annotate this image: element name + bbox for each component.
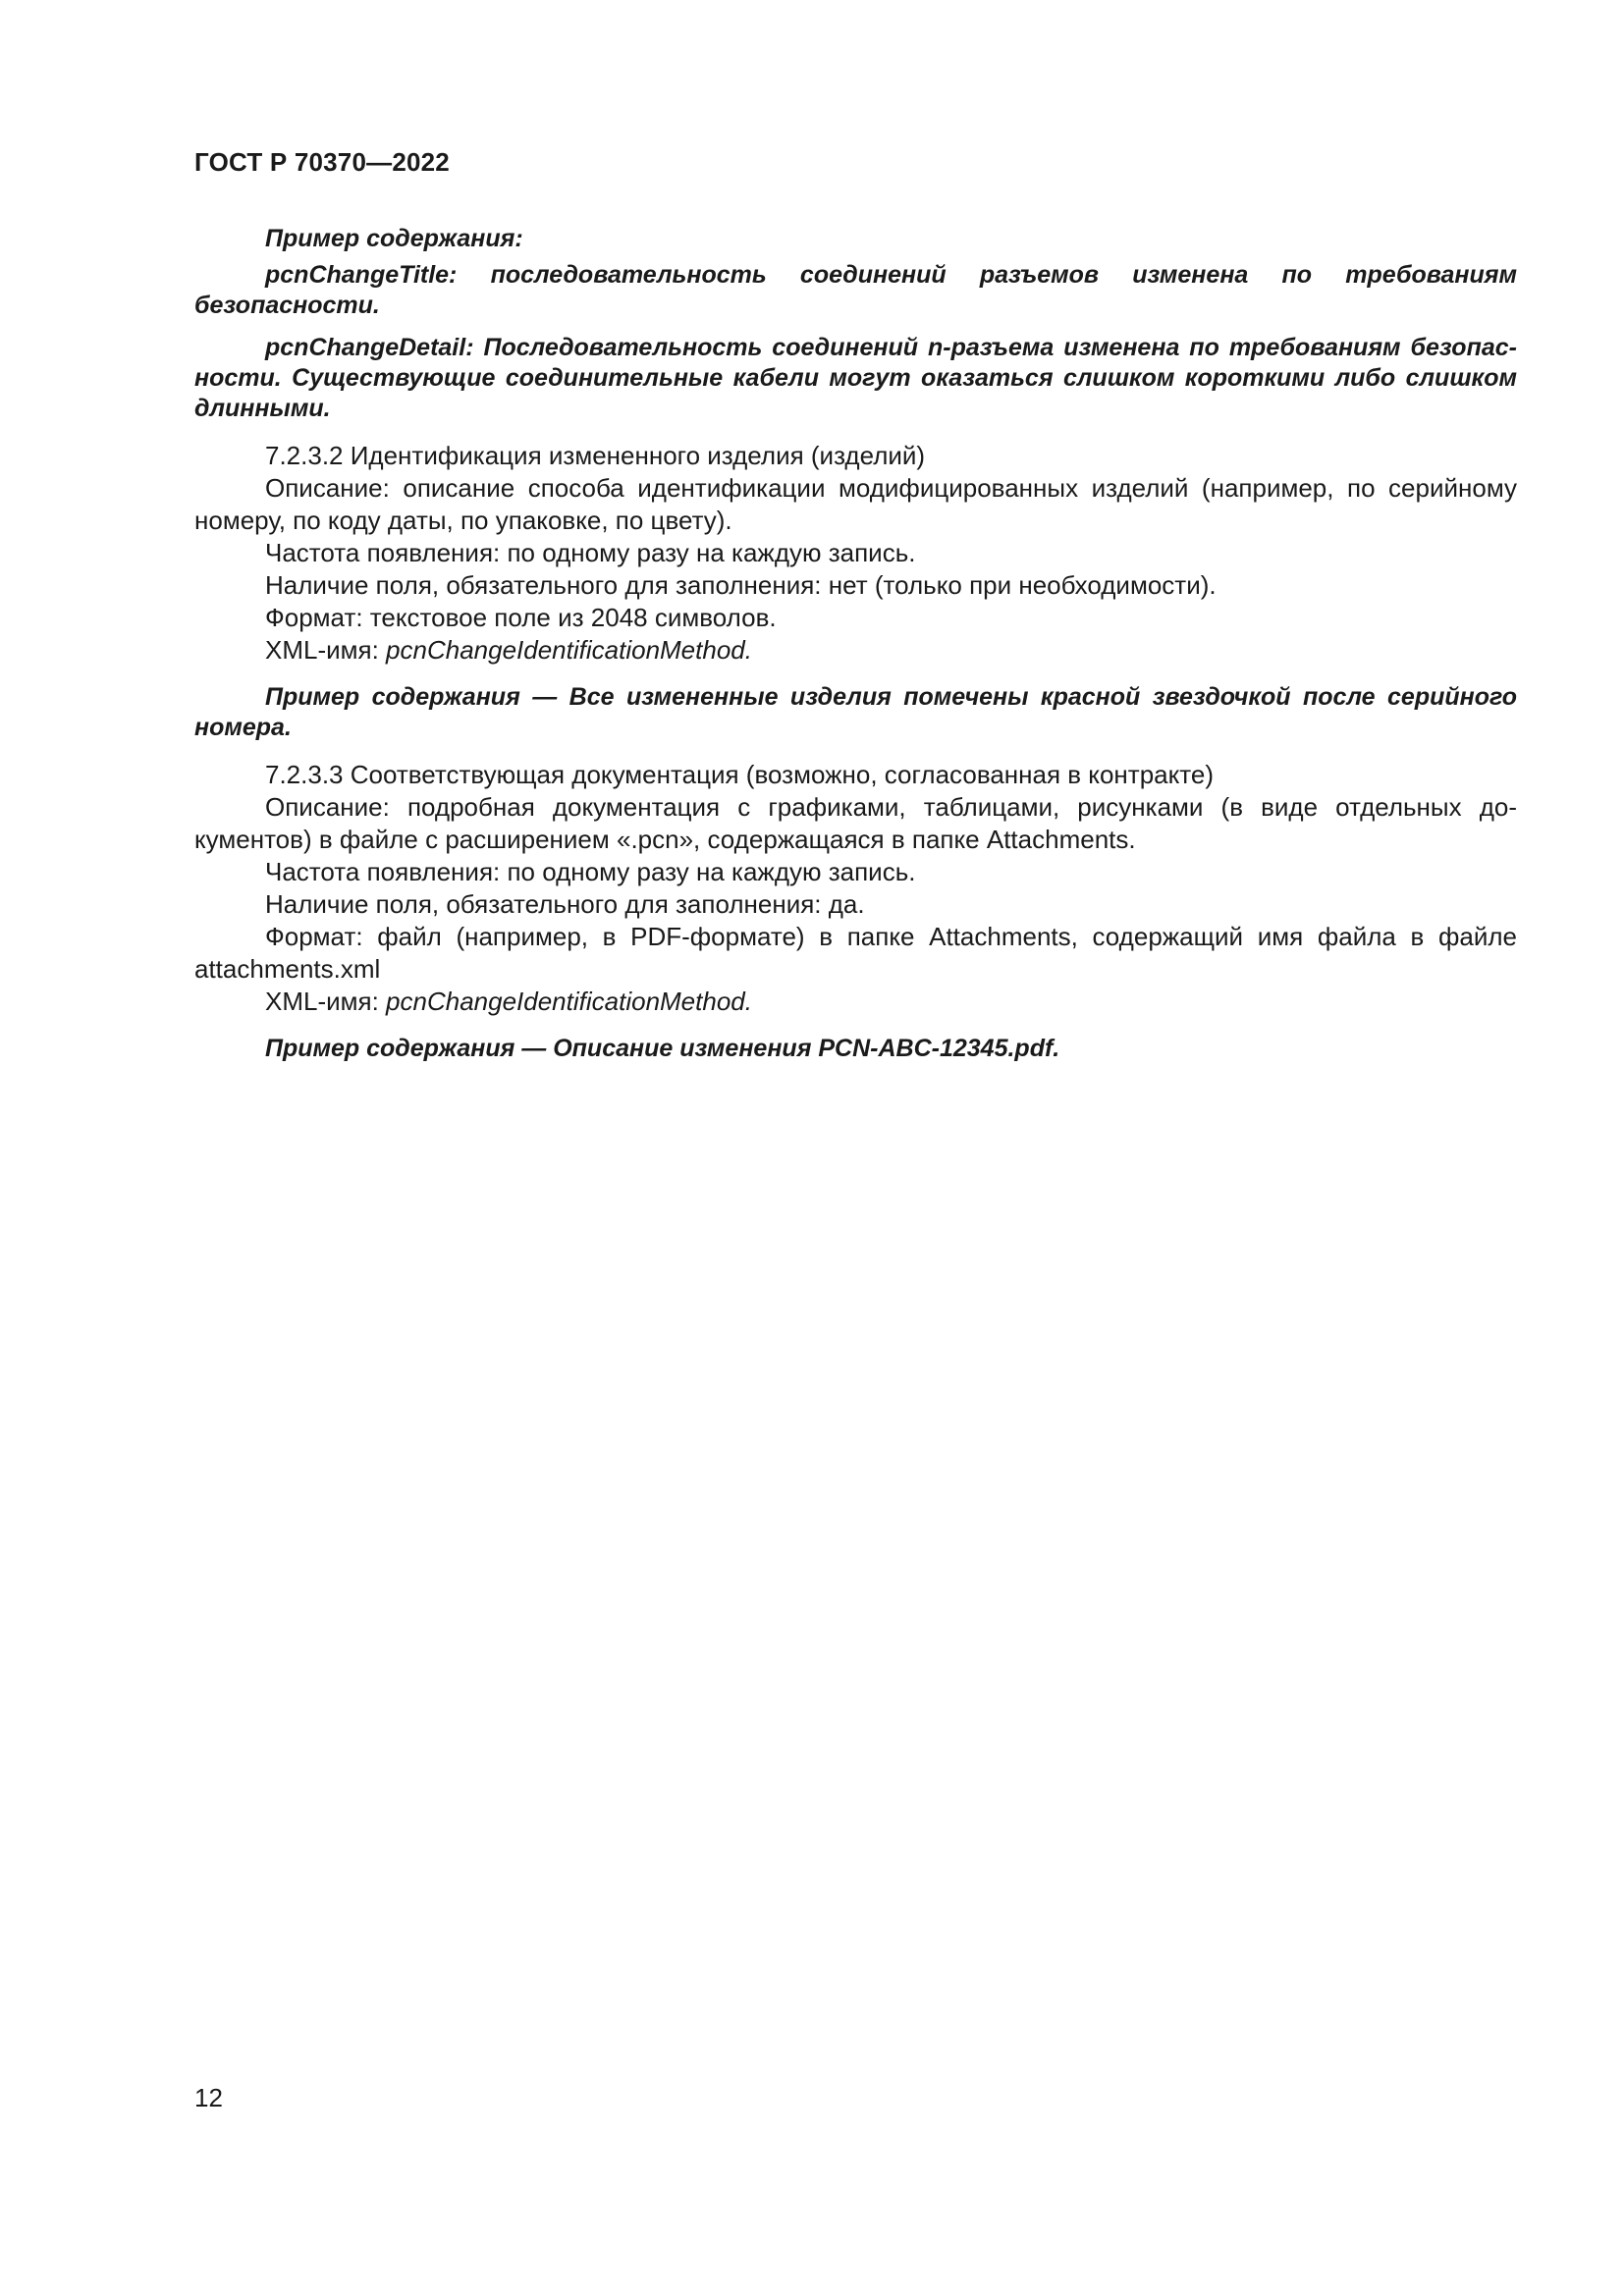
section-7232-format: Формат: текстовое поле из 2048 символов. <box>265 603 777 632</box>
example-title-line: pcnChangeTitle: последовательность соединений разъемов изменена по требованиям безопасности. <box>194 261 1517 319</box>
section-7233-example: Пример содержания — Описание изменения PCN-ABC-12345.pdf. <box>265 1035 1060 1062</box>
section-7233-heading: 7.2.3.3 Соответствующая документация (возможно, согласованная в контракте) <box>265 760 1215 789</box>
example-heading: Пример содержания: <box>265 225 523 252</box>
section-7232-xml-name <box>194 634 1517 667</box>
document-header: ГОСТ Р 70370—2022 <box>194 147 450 177</box>
section-7233-description: Описание: подробная документация с графиками, таблицами, рисунками (в виде отдельных документов) в файле с расширением «.pcn», содержащаяся в папке Attachments. <box>194 792 1517 854</box>
section-7233-mandatory: Наличие поля, обязательного для заполнения: да. <box>265 889 865 919</box>
section-7233-frequency: Частота появления: по одному разу на каждую запись. <box>265 857 916 886</box>
xml-label: XML-имя: <box>265 635 387 665</box>
section-7233-xml-name <box>194 986 1517 1018</box>
section-7232-frequency: Частота появления: по одному разу на каждую запись. <box>265 538 916 567</box>
section-7232-description: Описание: описание способа идентификации модифицированных изделий (например, по серийному номеру, по коду даты, по упаковке, по цвету). <box>194 473 1517 535</box>
example-detail-line: pcnChangeDetail: Последовательность соединений n-разъема изменена по требованиям безопасности. Существующие соединительные кабели могут оказаться слишком короткими либо слишком длинными. <box>194 334 1517 422</box>
section-7232-heading: 7.2.3.2 Идентификация измененного изделия (изделий) <box>265 441 926 470</box>
xml-label: XML-имя: <box>265 987 387 1016</box>
xml-value: pcnChangeIdentificationMethod. <box>386 987 752 1016</box>
section-7232-mandatory: Наличие поля, обязательного для заполнения: нет (только при необходимости). <box>265 570 1217 600</box>
xml-value: pcnChangeIdentificationMethod. <box>386 635 752 665</box>
section-7233-format: Формат: файл (например, в PDF-формате) в папке Attachments, содержащий имя файла в файле attachments.xml <box>194 922 1517 984</box>
section-7232-example: Пример содержания — Все измененные изделия помечены красной звездочкой после серийного номера. <box>194 683 1517 741</box>
page-number: 12 <box>194 2083 223 2112</box>
document-body <box>194 224 1517 1064</box>
